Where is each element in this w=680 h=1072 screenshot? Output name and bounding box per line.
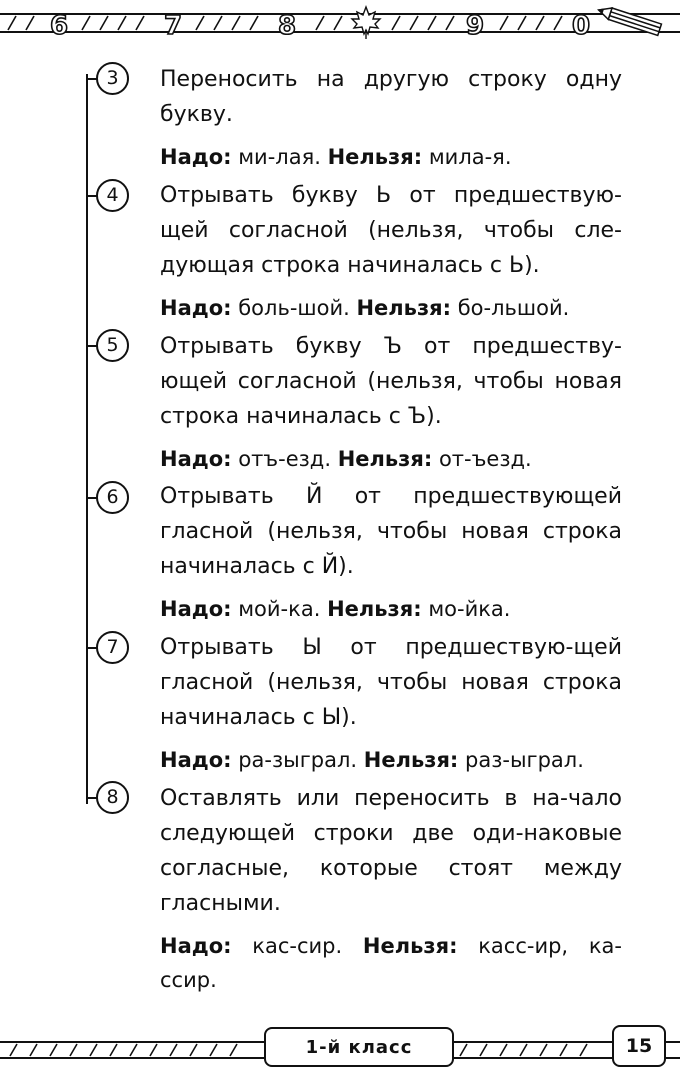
- rule-marker-6: [86, 481, 126, 515]
- bad-label: Нельзя:: [363, 748, 459, 772]
- rule-number: 8: [96, 781, 129, 814]
- good-label: Надо:: [160, 934, 232, 958]
- bad-example: мо-йка.: [428, 597, 511, 621]
- grade-label: 1-й класс: [264, 1027, 454, 1067]
- rule-text: Отрывать букву Ъ от предшеству-ющей согласной (нельзя, чтобы новая строка начиналась с Ъ).: [160, 334, 622, 429]
- good-label: Надо:: [160, 597, 232, 621]
- maple-leaf-icon: [352, 7, 380, 39]
- rule-item-7: [160, 630, 622, 777]
- rule-text: Переносить на другую строку одну букву.: [160, 67, 622, 127]
- good-label: Надо:: [160, 296, 232, 320]
- good-example: мой-ка.: [238, 597, 321, 621]
- bad-example: раз-ыграл.: [465, 748, 584, 772]
- pencil-icon: [597, 4, 662, 35]
- rule-number: 4: [96, 179, 129, 212]
- header-digit-8: 8: [278, 11, 297, 40]
- good-example: боль-шой.: [238, 296, 350, 320]
- rule-item-6: [160, 479, 622, 626]
- rule-marker-4: [86, 179, 126, 213]
- header-digit-7: 7: [164, 11, 183, 40]
- rule-number: 5: [96, 329, 129, 362]
- bad-example: бо-льшой.: [457, 296, 570, 320]
- bad-label: Нельзя:: [337, 447, 433, 471]
- rule-text: Отрывать Ы от предшествую-щей гласной (нельзя, чтобы новая строка начиналась с Ы).: [160, 635, 622, 730]
- header-band: [0, 0, 680, 40]
- good-example: ра-зыграл.: [238, 748, 358, 772]
- rule-text: Оставлять или переносить в на-чало следующей строки две оди-наковые согласные, которые стоят между гласными.: [160, 786, 622, 916]
- good-label: Надо:: [160, 145, 232, 169]
- header-digit-0: 0: [572, 11, 591, 40]
- rule-item-5: [160, 329, 622, 476]
- rule-example: [160, 592, 622, 626]
- good-label: Надо:: [160, 748, 232, 772]
- rule-text: Отрывать букву Ь от предшествую-щей согласной (нельзя, чтобы сле-дующая строка начиналась с Ь).: [160, 183, 622, 278]
- rule-item-8: [160, 781, 622, 997]
- page-number: 15: [612, 1025, 666, 1067]
- header-digit-9: 9: [466, 11, 485, 40]
- rule-example: [160, 140, 622, 174]
- rule-example: [160, 929, 622, 997]
- rule-marker-7: [86, 631, 126, 665]
- good-label: Надо:: [160, 447, 232, 471]
- header-digit-6: 6: [50, 11, 69, 40]
- rule-item-4: [160, 178, 622, 325]
- bad-label: Нельзя:: [327, 597, 422, 621]
- rule-item-3: [160, 62, 622, 174]
- good-example: отъ-езд.: [238, 447, 331, 471]
- bad-example: касс-ир, ка-ссир.: [160, 934, 622, 992]
- rule-marker-8: [86, 781, 126, 815]
- rule-text: Отрывать Й от предшествующей гласной (нельзя, чтобы новая строка начиналась с Й).: [160, 484, 622, 579]
- bad-example: от-ъезд.: [438, 447, 532, 471]
- rule-number: 7: [96, 631, 129, 664]
- good-example: кас-сир.: [252, 934, 343, 958]
- rule-example: [160, 291, 622, 325]
- rule-marker-3: [86, 62, 126, 96]
- rule-number: 6: [96, 481, 129, 514]
- rule-example: [160, 442, 622, 476]
- good-example: ми-лая.: [238, 145, 321, 169]
- bad-label: Нельзя:: [327, 145, 423, 169]
- rule-number: 3: [96, 62, 129, 95]
- rule-example: [160, 743, 622, 777]
- bad-label: Нельзя:: [356, 296, 452, 320]
- bad-label: Нельзя:: [362, 934, 458, 958]
- rule-marker-5: [86, 329, 126, 363]
- bad-example: мила-я.: [428, 145, 512, 169]
